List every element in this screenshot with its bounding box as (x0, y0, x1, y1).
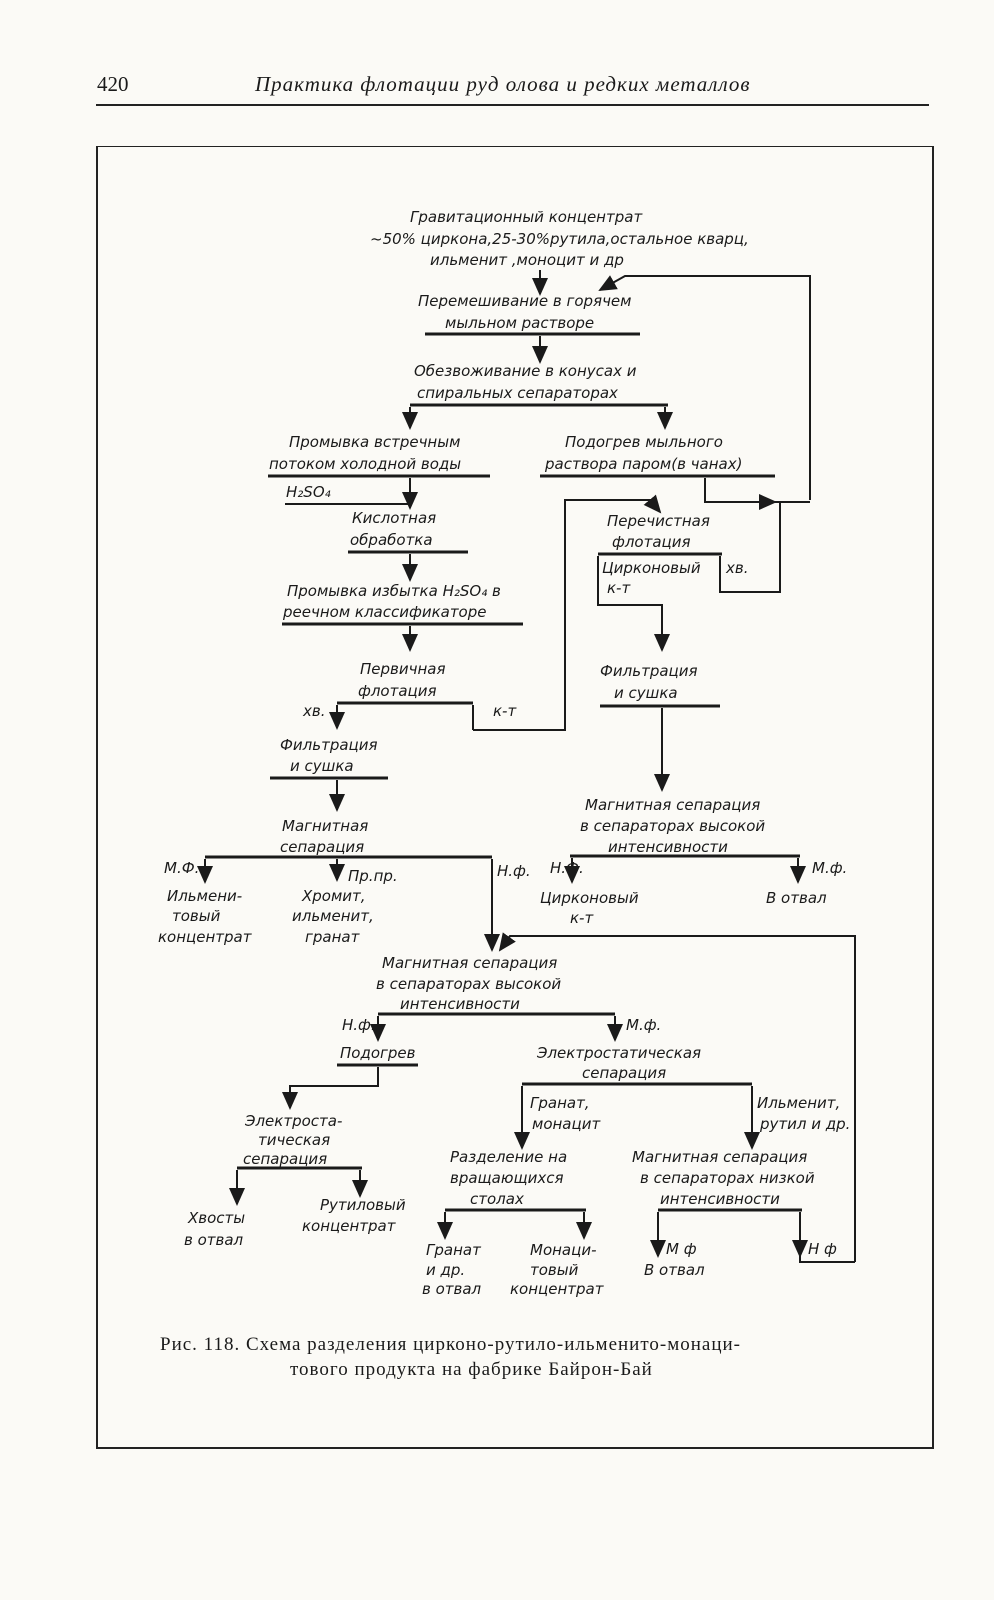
ilmenite-conc-label-1: Ильмени- (167, 887, 243, 905)
electro-l-label-3: сепарация (243, 1150, 328, 1168)
mag-high-r-label-1: Магнитная сепарация (585, 796, 761, 814)
mag-high-r-label-2: в сепараторах высокой (580, 817, 766, 835)
mf3-label: М.ф. (626, 1016, 662, 1034)
mag-high-c-label-3: интенсивности (400, 995, 520, 1013)
primary-flot-label-1: Первичная (360, 660, 446, 678)
rutile-conc-label-2: концентрат (302, 1217, 396, 1235)
mag-low-label-1: Магнитная сепарация (632, 1148, 808, 1166)
tails-xv-label: хв. (726, 559, 749, 577)
wash-excess-label-1: Промывка избытка H₂SO₄ в (287, 582, 501, 600)
monazite-conc-label-1: Монаци- (530, 1241, 597, 1259)
line-cleaner-tails (720, 502, 780, 592)
wash-label-1: Промывка встречным (289, 433, 461, 451)
mf2-label: М.ф. (812, 859, 848, 877)
mag-high-r-label-3: интенсивности (608, 838, 728, 856)
dump2-label: В отвал (644, 1261, 705, 1279)
garnet-monazite-label-1: Гранат, (530, 1094, 590, 1112)
xv-left-label: хв. (303, 702, 326, 720)
cleaner-flot-label-1: Перечистная (607, 512, 710, 530)
garnet-dump-label-1: Гранат (426, 1241, 481, 1259)
mf4-label: М ф (666, 1240, 697, 1258)
heat-soap-label-1: Подогрев мыльного (565, 433, 723, 451)
garnet-dump-label-2: и др. (426, 1261, 466, 1279)
mag-sep-label-2: сепарация (280, 838, 365, 856)
electro-l-label-1: Электроста- (245, 1112, 343, 1130)
to-dump-label: В отвал (766, 889, 827, 907)
stir-label-2: мыльном растворе (445, 314, 595, 332)
heating-label: Подогрев (340, 1044, 416, 1062)
h2so4-label: H₂SO₄ (286, 483, 331, 501)
chromite-label-2: ильменит, (292, 907, 374, 925)
mf-label: М.Ф. (164, 859, 200, 877)
mag-sep-label-1: Магнитная (282, 817, 369, 835)
dewater-label-2: спиральных сепараторах (417, 384, 618, 402)
mag-high-c-label-1: Магнитная сепарация (382, 954, 558, 972)
zircon-conc2-label-1: Цирконовый (540, 889, 639, 907)
zircon-conc2-label-2: к-т (570, 909, 594, 927)
zircon-conc1-label-1: Цирконовый (602, 559, 701, 577)
chromite-label-3: гранат (305, 928, 360, 946)
chromite-label-1: Хромит, (302, 887, 366, 905)
garnet-monazite-label-2: монацит (532, 1115, 601, 1133)
stir-label-1: Перемешивание в горячем (418, 292, 632, 310)
monazite-conc-label-3: концентрат (510, 1280, 604, 1298)
ilmenite-conc-label-3: концентрат (158, 928, 252, 946)
ilm-rutile-label-1: Ильменит, (757, 1094, 841, 1112)
feed-label-3: ильменит ,моноцит и др (430, 251, 624, 269)
tables-label-1: Разделение на (450, 1148, 568, 1166)
wash-excess-label-2: реечном классификаторе (283, 603, 487, 621)
rutile-conc-label-1: Рутиловый (320, 1196, 406, 1214)
figure-caption (160, 1332, 880, 1382)
wash-label-2: потоком холодной воды (269, 455, 462, 473)
mag-low-label-2: в сепараторах низкой (640, 1169, 815, 1187)
tables-label-2: вращающихся (450, 1169, 564, 1187)
mag-high-c-label-2: в сепараторах высокой (376, 975, 562, 993)
kt-label: к-т (493, 702, 517, 720)
arrow-heat-right (705, 478, 775, 502)
feed-label-1: Гравитационный концентрат (410, 208, 643, 226)
nf4-label: Н ф (808, 1240, 837, 1258)
garnet-dump-label-3: в отвал (422, 1280, 482, 1298)
electro-label-2: сепарация (582, 1064, 667, 1082)
cleaner-flot-label-2: флотация (612, 533, 691, 551)
arrow-heat-electro (290, 1067, 378, 1108)
filter-dry-l-label-1: Фильтрация (280, 736, 378, 754)
tails-dump-label-1: Хвосты (188, 1209, 246, 1227)
electro-label-1: Электростатическая (537, 1044, 702, 1062)
caption-line-2: тового продукта на фабрике Байрон-Бай (290, 1359, 653, 1380)
dewater-label-1: Обезвоживание в конусах и (414, 362, 637, 380)
nf3-label: Н.ф. (342, 1016, 376, 1034)
tails-dump-label-2: в отвал (184, 1231, 244, 1249)
prpr-label: Пр.пр. (348, 867, 398, 885)
acid-label-2: обработка (350, 531, 433, 549)
ilm-rutile-label-2: рутил и др. (760, 1115, 851, 1133)
filter-dry-r-label-1: Фильтрация (600, 662, 698, 680)
electro-l-label-2: тическая (258, 1131, 331, 1149)
monazite-conc-label-2: товый (530, 1261, 579, 1279)
zircon-conc1-label-2: к-т (607, 579, 631, 597)
feed-label-2: ~50% циркона,25-30%рутила,остальное кварц, (370, 230, 749, 248)
caption-line-1: Рис. 118. Схема разделения цирконо-рутило-ильменито-монаци- (160, 1334, 742, 1355)
primary-flot-label-2: флотация (358, 682, 437, 700)
nf-label: Н.ф. (497, 862, 531, 880)
acid-label-1: Кислотная (352, 509, 437, 527)
filter-dry-r-label-2: и сушка (614, 684, 678, 702)
mag-low-label-3: интенсивности (660, 1190, 780, 1208)
filter-dry-l-label-2: и сушка (290, 757, 354, 775)
ilmenite-conc-label-2: товый (172, 907, 221, 925)
page-number: 420 (97, 72, 129, 96)
tables-label-3: столах (470, 1190, 524, 1208)
heat-soap-label-2: раствора паром(в чанах) (545, 455, 743, 473)
nf2-label: Н.Ф. (550, 859, 584, 877)
running-title: Практика флотации руд олова и редких металлов (255, 72, 751, 96)
